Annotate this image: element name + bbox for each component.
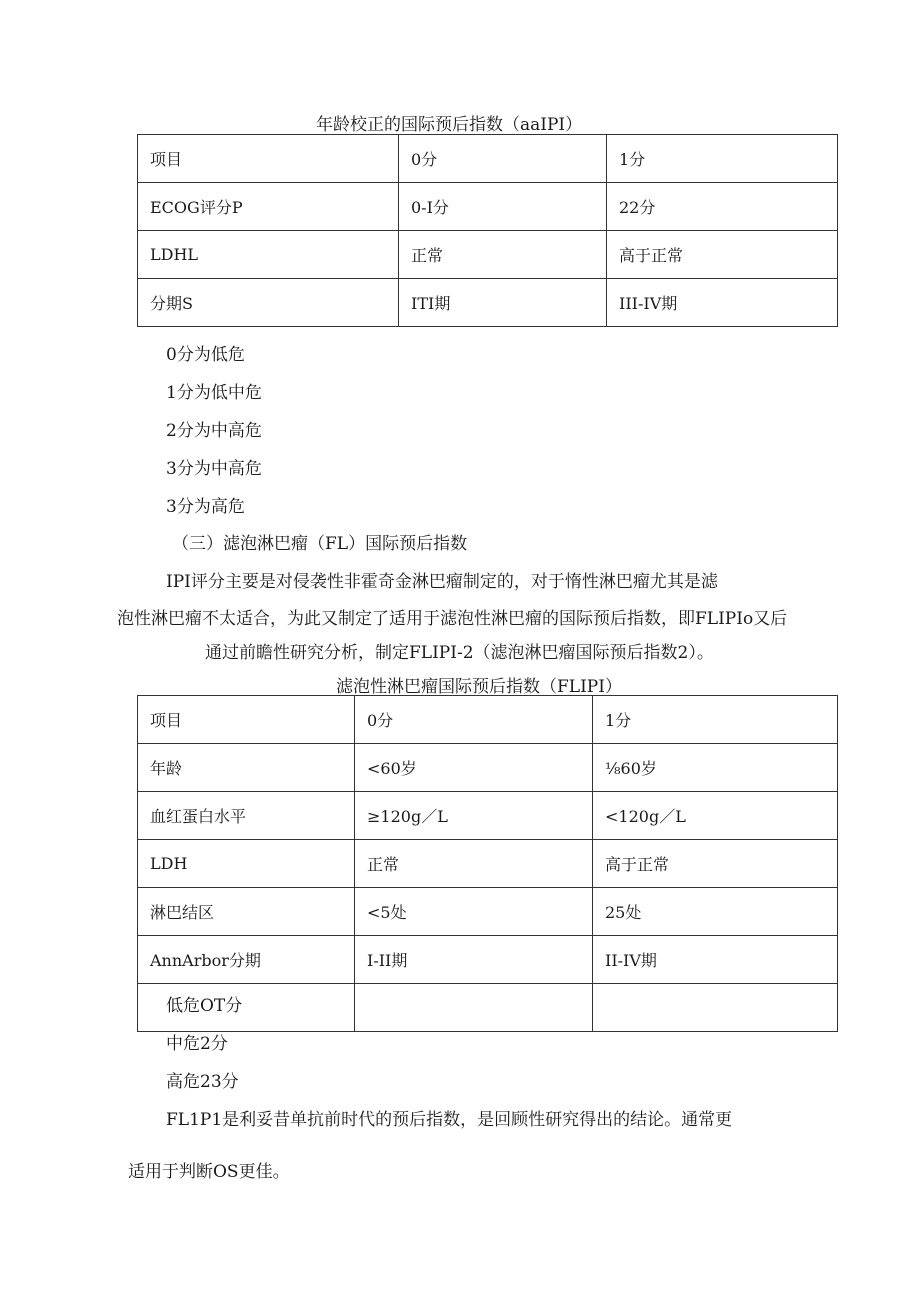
table-header-row <box>138 135 838 183</box>
section-title: （三）滤泡淋巴瘤（FL）国际预后指数 <box>172 534 468 554</box>
risk-line: 0分为低危 <box>166 345 245 365</box>
table-row <box>138 744 838 792</box>
table-row <box>138 888 838 936</box>
table-row <box>138 984 838 1032</box>
table-cell: 25处 <box>593 888 838 936</box>
risk-line: 3分为高危 <box>166 497 245 517</box>
table-header-cell: 项目 <box>138 696 355 744</box>
table-row <box>138 183 838 231</box>
paragraph-line: 适用于判断OS更佳。 <box>128 1162 290 1182</box>
table-cell: 淋巴结区 <box>138 888 355 936</box>
table-cell: ⅛60岁 <box>593 744 838 792</box>
risk-line: 2分为中高危 <box>166 421 262 441</box>
table-cell: 正常 <box>355 840 593 888</box>
table-cell: <5处 <box>355 888 593 936</box>
table-cell: 22分 <box>607 183 838 231</box>
table-row <box>138 231 838 279</box>
table-cell: LDH <box>138 840 355 888</box>
table-row <box>138 840 838 888</box>
paragraph-line: 泡性淋巴瘤不太适合，为此又制定了适用于滤泡性淋巴瘤的国际预后指数，即FLIPIo又后 <box>117 609 788 629</box>
paragraph-line: IPI评分主要是对侵袭性非霍奇金淋巴瘤制定的，对于惰性淋巴瘤尤其是滤 <box>166 572 718 592</box>
table2-caption: 滤泡性淋巴瘤国际预后指数（FLIPI） <box>336 677 622 697</box>
risk-line: 3分为中高危 <box>166 459 262 479</box>
risk-line: 高危23分 <box>166 1072 239 1092</box>
table-cell: 分期S <box>138 279 399 327</box>
table-cell: ≥120g／L <box>355 792 593 840</box>
table-cell: III-IV期 <box>607 279 838 327</box>
table-row <box>138 936 838 984</box>
table-header-cell: 1分 <box>593 696 838 744</box>
table-header-cell: 0分 <box>399 135 607 183</box>
table-cell: I-II期 <box>355 936 593 984</box>
table-cell: LDHL <box>138 231 399 279</box>
flipi-table <box>137 695 838 1032</box>
table-row <box>138 792 838 840</box>
table-header-cell: 0分 <box>355 696 593 744</box>
table-cell: 0-I分 <box>399 183 607 231</box>
aaipi-table <box>137 134 838 327</box>
table-cell <box>355 984 593 1032</box>
risk-line: 1分为低中危 <box>166 383 262 403</box>
table-header-row <box>138 696 838 744</box>
table-cell: 高于正常 <box>593 840 838 888</box>
table-header-cell: 1分 <box>607 135 838 183</box>
table-cell: <120g／L <box>593 792 838 840</box>
table1-caption: 年龄校正的国际预后指数（aaIPI） <box>316 115 583 135</box>
table-cell: <60岁 <box>355 744 593 792</box>
risk-line: 中危2分 <box>166 1034 228 1054</box>
table-cell: ITI期 <box>399 279 607 327</box>
table-cell: II-IV期 <box>593 936 838 984</box>
table-cell <box>593 984 838 1032</box>
table-cell: 正常 <box>399 231 607 279</box>
table-cell: 血红蛋白水平 <box>138 792 355 840</box>
table-cell: 高于正常 <box>607 231 838 279</box>
table-row <box>138 279 838 327</box>
table-cell: 年龄 <box>138 744 355 792</box>
table-header-cell: 项目 <box>138 135 399 183</box>
paragraph-line: 通过前瞻性研究分析，制定FLIPI-2（滤泡淋巴瘤国际预后指数2）。 <box>205 643 714 663</box>
risk-line: 低危OT分 <box>166 996 243 1016</box>
paragraph-line: FL1P1是利妥昔单抗前时代的预后指数，是回顾性研究得出的结论。通常更 <box>166 1110 733 1130</box>
table-cell: ECOG评分P <box>138 183 399 231</box>
table-cell: AnnArbor分期 <box>138 936 355 984</box>
